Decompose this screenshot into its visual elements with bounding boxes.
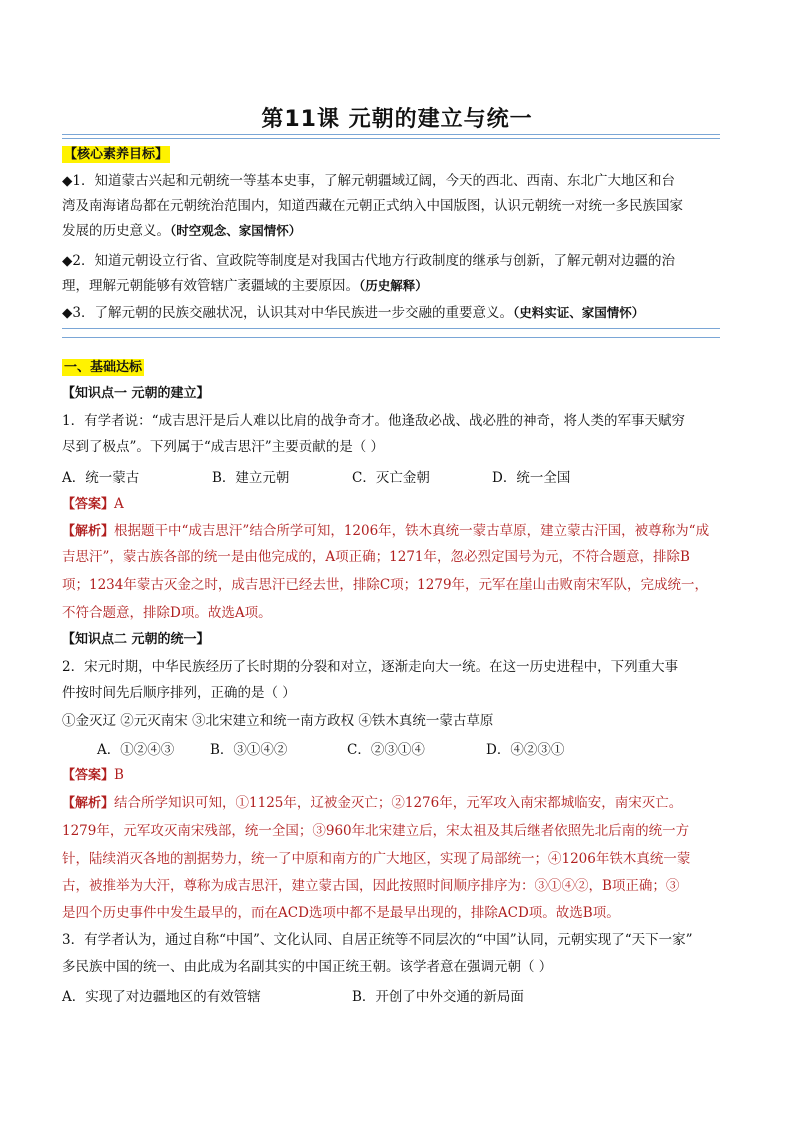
goal-1-line-2: 湾及南海诸岛都在元朝统治范围内，知道西藏在元朝正式纳入中国版图，认识元朝统一对统一多民族国家 (62, 198, 683, 214)
q2-explanation-label: 【解析】 (62, 796, 115, 811)
q2-answer-label: 【答案】 (62, 768, 115, 783)
q1-explanation-line-2: 吉思汗”，蒙古族各部的统一是由他完成的，A项正确；1271年，忽必烈定国号为元，不符合题意，排除B (62, 549, 690, 565)
q2-line-1: 2．宋元时期，中华民族经历了长时期的分裂和对立，逐渐走向大一统。在这一历史进程中，下列重大事 (62, 659, 679, 675)
q3-line-1: 3．有学者认为，通过自称“中国”、文化认同、自居正统等不同层次的“中国”认同，元朝实现了“天下一家” (62, 932, 693, 948)
goals-divider-2 (62, 337, 720, 338)
goals-header: 【核心素养目标】 (64, 147, 169, 162)
goal-2-line-2 (62, 276, 732, 296)
q2-explanation-text-1: 结合所学知识可知，①1125年，辽被金灭亡；②1276年，元军攻入南宋都城临安，南宋灭亡。 (114, 795, 683, 811)
section-header-row (62, 357, 732, 378)
goal-3-tag: （史料实证、家国情怀） (512, 305, 645, 320)
q1-explanation-line-4: 不符合题意，排除D项。故选A项。 (62, 605, 272, 621)
q3-option-a: A．实现了对边疆地区的有效管辖 (62, 989, 261, 1005)
q1-answer: A (114, 496, 124, 512)
q1-option-b: B．建立元朝 (212, 470, 290, 486)
goal-2-text: 理，理解元朝能够有效管辖广袤疆域的主要原因。 (62, 278, 359, 294)
goals-divider (62, 328, 720, 329)
q1-option-a: A．统一蒙古 (62, 470, 140, 486)
q1-line-2: 尽到了极点”。下列属于“成吉思汗”主要贡献的是（ ） (62, 439, 384, 455)
q1-explanation-label: 【解析】 (62, 524, 115, 539)
q2-answer-row (62, 765, 732, 786)
goal-3-text: ◆3．了解元朝的民族交融状况，认识其对中华民族进一步交融的重要意义。 (62, 305, 513, 321)
goals-header-row (62, 144, 732, 165)
goal-1-line-1: ◆1．知道蒙古兴起和元朝统一等基本史事，了解元朝疆域辽阔，今天的西北、西南、东北广大地区和台 (62, 173, 675, 189)
goal-2-tag: （历史解释） (359, 278, 428, 293)
q1-answer-label: 【答案】 (62, 497, 115, 512)
knowledge-point-1: 【知识点一 元朝的建立】 (62, 386, 210, 401)
goal-2-line-1: ◆2．知道元朝设立行省、宣政院等制度是对我国古代地方行政制度的继承与创新，了解元朝对边疆的治 (62, 253, 675, 269)
q1-option-d: D．统一全国 (492, 470, 571, 486)
q1-line-1: 1．有学者说：“成吉思汗是后人难以比肩的战争奇才。他逢敌必战、战必胜的神奇，将人类的军事天赋穷 (62, 413, 685, 429)
q2-line-2: 件按时间先后顺序排列，正确的是（ ） (62, 685, 296, 701)
q2-line-3: ①金灭辽 ②元灭南宋 ③北宋建立和统一南方政权 ④铁木真统一蒙古草原 (62, 713, 494, 729)
goal-1-tag: （时空观念、家国情怀） (170, 223, 302, 238)
q2-option-b: B．③①④② (210, 742, 288, 758)
q3-option-b: B．开创了中外交通的新局面 (352, 989, 524, 1005)
q2-answer: B (114, 767, 124, 783)
q2-option-c: C．②③①④ (347, 742, 425, 758)
q1-explanation-line-3: 项；1234年蒙古灭金之时，成吉思汗已经去世，排除C项；1279年，元军在崖山击败南宋军队，完成统一， (62, 577, 709, 593)
q2-option-d: D．④②③① (486, 742, 565, 758)
goal-1-line-3 (62, 221, 732, 241)
q3-line-2: 多民族中国的统一、由此成为名副其实的中国正统王朝。该学者意在强调元朝（ ） (62, 959, 553, 975)
title-divider (62, 134, 720, 139)
page-title: 第11课 元朝的建立与统一 (261, 107, 533, 132)
q1-explanation-line-1 (62, 521, 732, 542)
q2-explanation-line-2: 1279年，元军攻灭南宋残部，统一全国；③960年北宋建立后，宋太祖及其后继者依照先北后南的统一方 (62, 823, 690, 839)
q1-explanation-text-1: 根据题干中“成吉思汗”结合所学可知，1206年，铁木真统一蒙古草原，建立蒙古汗国，被尊称为“成 (114, 523, 710, 539)
q2-explanation-line-4: 古，被推举为大汗，尊称为成吉思汗，建立蒙古国，因此按照时间顺序排序为：③①④②，B项正确；③ (62, 878, 680, 894)
q1-option-c: C．灭亡金朝 (352, 470, 430, 486)
q2-explanation-line-5: 是四个历史事件中发生最早的，而在ACD选项中都不是最早出现的，排除ACD项。故选B项。 (62, 905, 620, 921)
q2-explanation-line-3: 针，陆续消灭各地的割据势力，统一了中原和南方的广大地区，实现了局部统一；④1206年铁木真统一蒙 (62, 851, 691, 867)
goal-1-text: 发展的历史意义。 (62, 223, 170, 239)
q2-explanation-line-1 (62, 793, 732, 814)
q2-option-a: A．①②④③ (97, 742, 175, 758)
q1-answer-row (62, 494, 732, 515)
knowledge-point-2: 【知识点二 元朝的统一】 (62, 632, 210, 647)
section-header: 一、基础达标 (64, 360, 143, 375)
goal-3-line-1 (62, 303, 732, 323)
